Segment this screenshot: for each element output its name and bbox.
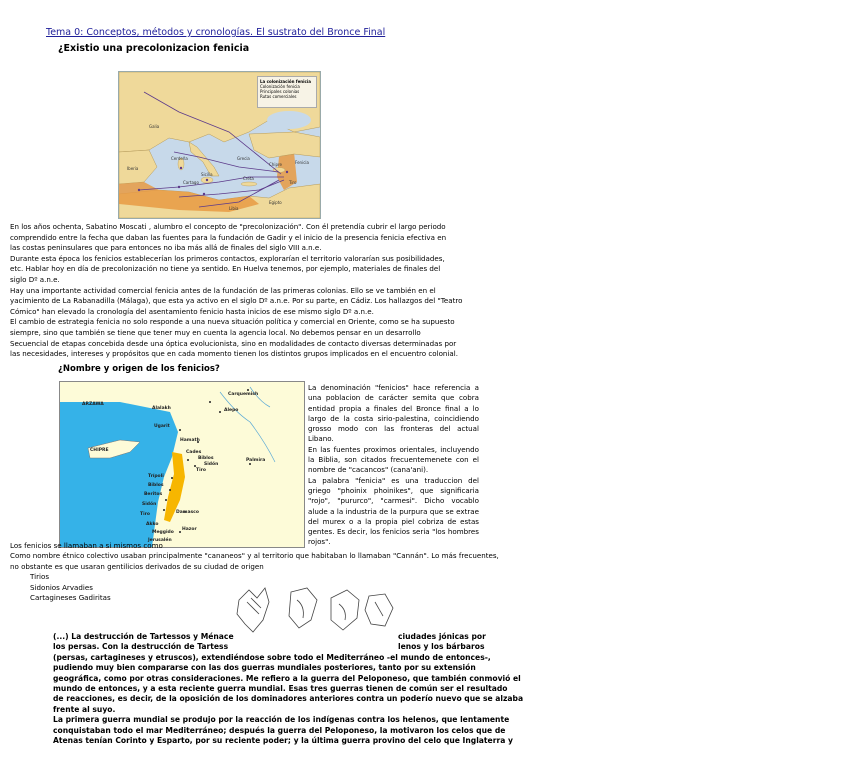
text-line: comprendido entre la fecha que daban las fuentes para la fundación de Gadir y el inicio de la presencia fenicia efectiva en (10, 232, 447, 242)
legend-item: Colonización fenicia (260, 84, 300, 89)
text-line: Secuencial de etapas concebida desde una óptica evolucionista, sino en modalidades de contacto diversas determinadas por (10, 338, 457, 348)
section-title-name-origin: ¿Nombre y origen de los fenicios? (58, 364, 220, 374)
levant-map (59, 381, 305, 548)
text-line: La primera guerra mundial se produjo por la reacción de los indígenas contra los helenos, que lentamente (53, 715, 510, 725)
map-label: Sidón (204, 462, 219, 467)
map-label: Libia (229, 206, 239, 211)
legend-item: Rutas comerciales (260, 94, 297, 99)
paragraph: La palabra "fenicia" es una traduccion del griego "phoinix phoinikes", que significaria "rojo", "pururco", "carmesi". Dicho vocablo alude a la industria de la purpura que se extrae del murex o a la propia piel cobriza de estas gentes. Es decir, los fenicios seria "los hombres rojos". (308, 475, 479, 547)
map-label: Akko (146, 522, 159, 527)
name-origin-text (308, 383, 479, 548)
text-line: Cómico" han elevado la cronología del asentamiento fenicio hasta inicios de ese mismo siglo Dº a.n.e. (10, 306, 374, 316)
map-label: Damasco (176, 510, 199, 515)
map-label: ARZAWA (82, 402, 104, 407)
map-label: Tiro (289, 180, 297, 185)
legend-item: Principales colonias (260, 89, 300, 94)
map-label: Carquemish (228, 392, 259, 397)
text-line: siglo Dº a.n.e. (10, 274, 60, 284)
text-line: los persas. Con la destrucción de Tartess (53, 642, 229, 652)
map-label: Alepo (224, 408, 239, 413)
map-label: Chipre (269, 162, 282, 167)
text-line: yacimiento de La Rabanadilla (Málaga), que esta ya activo en el siglo Dº a.n.e. Por su parte, en Cádiz. Los hallazgos del "Teatro (10, 296, 463, 306)
text-line: En los años ochenta, Sabatino Moscati , alumbro el concepto de "precolonización". Con él pretendía cubrir el largo periodo (10, 222, 446, 231)
map-legend (257, 76, 317, 108)
legend-title: La colonización fenicia (260, 79, 311, 84)
list-item: Sidonios Arvadies (30, 582, 93, 592)
list-item: Cartagineses Gadiritas (30, 593, 111, 603)
text-line: etc. Hablar hoy en día de precolonización no tiene ya sentido. En Huelva tenemos, por ejemplo, materiales de finales del (10, 264, 441, 274)
anatolia-land (249, 132, 320, 158)
map-label: Tiro (140, 512, 150, 517)
map-label: Cerdeña (171, 156, 188, 161)
text-line: (persas, cartagineses y etruscos), extendiéndose sobre todo el Mediterráneo -el mundo de entonces-, (53, 652, 491, 662)
map-label: Fenicia (295, 160, 309, 165)
map-label: Ugarit (154, 424, 170, 429)
map-label: Hazor (182, 527, 197, 532)
phoenician-colonization-map (118, 71, 321, 219)
section-title-precolonization: ¿Existio una precolonizacion fenicia (58, 43, 250, 54)
map-label: CHIPRE (90, 448, 109, 453)
text-line: geográfica, como por otras consideraciones. Me refiero a la guerra del Peloponeso, que también conmovió el (53, 673, 521, 683)
map-label: Trípoli (148, 474, 164, 479)
text-line: las costas peninsulares que para entonces no iba más allá de finales del siglo VIII a.n.e. (10, 243, 322, 253)
text-line: frente al suyo. (53, 704, 116, 714)
text-line: Como nombre étnico colectivo usaban principalmente "cananeos" y al territorio que habitaban lo llamaban "Cannán". Lo más frecuentes, (10, 551, 499, 561)
text-line: Durante esta época los fenicios establecerían los primeros contactos, explorarían el territorio valorarían sus posibilidades, (10, 253, 445, 263)
map-label: Beritos (144, 492, 163, 497)
text-line: conquistaban todo el mar Mediterráneo; después la guerra del Peloponeso, la motivaron los celos que de (53, 725, 506, 735)
text-line: (...) La destrucción de Tartessos y Ménace (53, 632, 234, 641)
map-label: Grecia (237, 156, 250, 161)
text-line: Los fenicios se llamaban a si mismos como (10, 541, 163, 550)
shells-svg (219, 580, 397, 640)
section3-fragment: ciudades jónicas por (398, 632, 486, 641)
black-sea (267, 111, 311, 129)
map-label: Jerusalén (148, 538, 172, 543)
map-label: Cartago (183, 180, 199, 185)
text-line: no obstante es que usaran gentilicios derivados de su ciudad de origen (10, 561, 264, 571)
paragraph: En las fuentes proximos orientales, incluyendo la Biblia, son citados frecuentemenete con el nombre de "cacancos" (cana'ani). (308, 444, 479, 475)
map-label: Hamath (180, 438, 200, 443)
text-line: las necesidades, intereses y propósitos que en cada momento tienen los distintos grupos implicados en el encuentro colonial. (10, 349, 458, 359)
map-label: Galia (149, 124, 160, 129)
map-label: Cades (186, 450, 202, 455)
map-label: Egipto (269, 200, 282, 205)
map-label: Iberia (127, 166, 139, 171)
section1-text (10, 222, 462, 360)
section3-fragment: lenos y los bárbaros (398, 642, 485, 651)
map-label: Tiro (196, 468, 206, 473)
crete (241, 182, 257, 186)
text-line: siempre, sino que también se tiene que tener muy en cuenta la agencia local. No debemos pensar en un desarrollo (10, 327, 421, 337)
map-label: Palmira (246, 458, 266, 463)
text-line: pudiendo muy bien compararse con las dos guerras mundiales posteriores, tanto por su extensión (53, 663, 476, 673)
map-label: Alalakh (152, 406, 171, 411)
italy-land (189, 142, 219, 176)
murex-shells-illustration (219, 580, 397, 640)
topic-link[interactable]: Tema 0: Conceptos, métodos y cronologías. El sustrato del Bronce Final (46, 27, 386, 38)
paragraph: La denominación "fenicios" hace referencia a una poblacion de carácter semita que cobra entidad propia a finales del Bronce final a lo largo de la costa sirio-palestina, coincidiendo grosso modo con las fronteras del actual Libano. (308, 383, 479, 444)
map-label: Sidón (142, 502, 157, 507)
text-line: de reacciones, es decir, de la oposición de los dominadores anteriores contra un poderío nuevo que se alzaba (53, 694, 524, 704)
list-item: Tirios (30, 572, 50, 582)
anatolia-coast (60, 382, 304, 404)
map-label: Meggido (152, 530, 174, 535)
map-label: Biblos (198, 456, 214, 461)
map-label: Creta (243, 176, 254, 181)
map-label: Biblos (148, 483, 164, 488)
text-line: Hay una importante actividad comercial fenicia antes de la fundación de las primeras colonias. Ello se ve también en el (10, 285, 436, 295)
map-label: Sicilia (201, 172, 213, 177)
text-line: Atenas tenían Corinto y Esparto, por su reciente poder; y la última guerra provino del celo que Inglaterra y (53, 736, 513, 746)
text-line: El cambio de estrategia fenicia no solo responde a una nueva situación política y comercial en Oriente, como se ha supuesto (10, 317, 455, 327)
text-line: mundo de entonces, y a esta reciente guerra mundial. Esas tres guerras tienen de común ser el resultado (53, 684, 508, 694)
